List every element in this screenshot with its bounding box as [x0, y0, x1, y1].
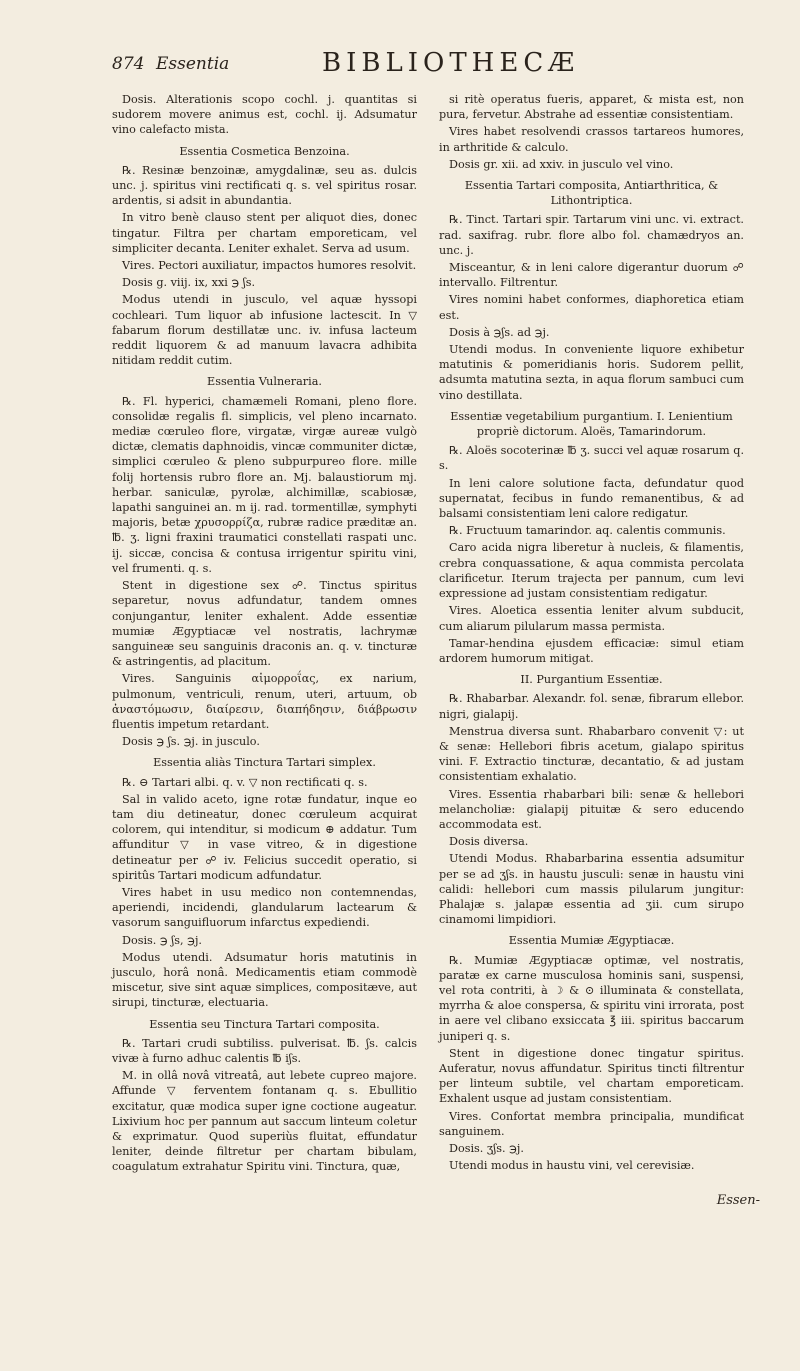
running-head: Essentia	[156, 54, 230, 74]
paragraph: Vires. Pectori auxiliatur, impactos humores resolvit.	[122, 259, 417, 273]
paragraph: Dosis diversa.	[449, 835, 529, 849]
catchword: Essen-	[716, 1192, 760, 1208]
paragraph: Modus utendi in jusculo, vel aquæ hyssopi cochleari. Tum liquor ab infusione lactescit. In ▽ fabarum florum destillatæ unc. iv. infusa lacteum reddit liquorem & ad manuum lavacra adhibita nitidam reddit cutim.	[112, 293, 417, 368]
paragraph: ℞. Tinct. Tartari spir. Tartarum vini unc. vi. extract. rad. saxifrag. rubr. flore albo fol. chamædryos an. unc. j.	[439, 213, 744, 257]
paragraph: Modus utendi. Adsumatur horis matutinis in jusculo, horâ nonâ. Medicamentis etiam commodè miscetur, sive sint aquæ simplices, compositæve, aut sirupi, tincturæ, electuaria.	[112, 950, 417, 1010]
text-columns	[112, 92, 760, 1177]
paragraph: si ritè operatus fueris, apparet, & mista est, non pura, fervetur. Abstrahe ad essentiæ consistentiam.	[439, 93, 744, 122]
paragraph: Dosis. ʒʃs. ℈j.	[449, 1142, 524, 1155]
paragraph: In leni calore solutione facta, defundatur quod supernatat, fecibus in fundo remanentibus, & ad balsami consistentiam leni calore redigatur.	[439, 476, 744, 521]
paragraph: In vitro benè clauso stent per aliquot dies, donec tingatur. Filtra per chartam emporeticam, vel simpliciter decanta. Leniter exhalet. Serva ad usum.	[112, 211, 417, 255]
section-heading: Essentia Tartari composita, Antiarthritica, & Lithontriptica.	[464, 179, 719, 208]
paragraph: Utendi modus. In conveniente liquore exhibetur matutinis & pomeridianis horis. Sudorem pellit, adsumta matutina sezta, in aqua florum sambuci cum vino destillata.	[439, 343, 744, 402]
paragraph: Dosis ℈ ʃs. ℈j. in jusculo.	[122, 735, 260, 749]
page-number: 874	[112, 54, 145, 74]
paragraph: Misceantur, & in leni calore digerantur duorum ☍ intervallo. Filtrentur.	[439, 261, 744, 290]
paragraph: Stent in digestione donec tingatur spiritus. Auferatur, novus affundatur. Spiritus tincti filtrentur per linteum subtile, vel chartam emporeticam. Exhalent usque ad justam consistentiam.	[439, 1046, 744, 1106]
paragraph: Tamar-hendina ejusdem efficaciæ: simul etiam ardorem humorum mitigat.	[439, 636, 744, 665]
paragraph: ℞. Mumiæ Ægyptiacæ optimæ, vel nostratis, paratæ ex carne musculosa hominis sani, suspensi, vel rota contriti, à ☽ & ⊙ illuminata & constellata, myrrha & aloe conspersa, & spiritu vini irrorata, post in aere vel clibano exsiccata ℥ iii. spiritus baccarum juniperi q. s.	[439, 953, 744, 1043]
left-column	[112, 92, 417, 1177]
paragraph: Dosis. Alterationis scopo cochl. j. quantitas si sudorem movere animus est, cochl. ij. Adsumatur vino calefacto mista.	[112, 93, 417, 137]
paragraph: Utendi modus in haustu vini, vel cerevisiæ.	[449, 1159, 695, 1173]
paragraph: Vires. Confortat membra principalia, mundificat sanguinem.	[439, 1109, 744, 1138]
right-column	[439, 92, 744, 1177]
section-heading: Essentiæ vegetabilium purgantium. I. Lenientium propriè dictorum. Aloës, Tamarindorum.	[450, 409, 733, 439]
page-title: BIBLIOTHECÆ	[322, 48, 580, 78]
paragraph: ℞. Tartari crudi subtiliss. pulverisat. ℔. ʃs. calcis vivæ à furno adhuc calentis ℔ iʃs.	[112, 1036, 417, 1065]
paragraph: Vires. Essentia rhabarbari bili: senæ & hellebori melancholiæ: gialapij pituitæ & sero educendo accommodata est.	[439, 787, 744, 831]
paragraph: M. in ollâ novâ vitreatâ, aut lebete cupreo majore. Affunde ▽ ferventem fontanam q. s. Ebullitio excitatur, quæ modica super igne coctione augeatur. Lixivium hoc per pannum aut saccum linteum coletur & exprimatur. Quod superiùs fluitat, effundatur leniter, deinde filtretur per chartam bibulam, coagulatum extrahatur Spiritu vini. Tinctura, quæ,	[112, 1069, 417, 1174]
paragraph: Vires habet resolvendi crassos tartareos humores, in arthritide & calculo.	[439, 125, 744, 154]
section-heading: II. Purgantium Essentiæ.	[520, 673, 663, 687]
paragraph: ℞. Aloës socoterinæ ℔ ʒ. succi vel aquæ rosarum q. s.	[439, 444, 744, 473]
paragraph: Vires nomini habet conformes, diaphoretica etiam est.	[439, 293, 744, 322]
paragraph: Vires. Sanguinis αἱμορροΐας, ex narium, pulmonum, ventriculi, renum, uteri, artuum, ob ἀναστόμωσιν, διαίρεσιν, διαπήδησιν, διάβρωσιν fluentis impetum retardant.	[112, 672, 417, 731]
paragraph: Utendi Modus. Rhabarbarina essentia adsumitur per se ad ʒʃs. in haustu jusculi: senæ in haustu vini calidi: hellebori cum massis pilularum jungitur: Phalajæ s. jalapæ essentia ad ʒii. cum sirupo cinamomi limpidiori.	[439, 852, 744, 927]
paragraph: Vires habet in usu medico non contemnendas, aperiendi, incidendi, glandularum lactearum & vasorum sanguifluorum infarctus expediendi.	[112, 885, 417, 930]
section-heading: Essentia Vulneraria.	[207, 375, 322, 389]
paragraph: Dosis gr. xii. ad xxiv. in jusculo vel vino.	[449, 157, 674, 171]
section-heading: Essentia Cosmetica Benzoina.	[179, 144, 350, 158]
paragraph: Dosis g. viij. ix, xxi ℈ ʃs.	[122, 276, 256, 290]
page-header	[112, 48, 760, 84]
section-heading: Essentia aliàs Tinctura Tartari simplex.	[153, 756, 376, 770]
paragraph: Caro acida nigra liberetur à nucleis, & filamentis, crebra conquassatione, & aqua commista percolata clarificetur. Iterum trajecta per pannum, cum levi expressione ad justam consistentiam redigatur.	[439, 541, 744, 601]
paragraph: ℞. Rhabarbar. Alexandr. fol. senæ, fibrarum ellebor. nigri, gialapij.	[439, 692, 744, 721]
paragraph: Vires. Aloetica essentia leniter alvum subducit, cum aliarum pilularum massa permista.	[439, 604, 744, 633]
paragraph: ℞. Fl. hyperici, chamæmeli Romani, pleno flore. consolidæ regalis fl. simplicis, vel pleno incarnato. mediæ cœruleo flore, virgatæ, virgæ aureæ vulgò dictæ, clematis daphnoidis, vincæ communiter dictæ, simplici cœruleo & pleno subpurpureo flore. mille folij hortensis rubro flore an. Mj. balaustiorum mj. herbar. saniculæ, pyrolæ, alchimillæ, scabiosæ, lapathi sanguinei an. m ij. rad. tormentillæ, symphyti majoris, betæ χρυσορρίζα, rubræ radice præditæ an. ℔. ʒ. ligni fraxini traumatici constellati raspati unc. ij. siccæ, concisa & contusa irrigentur spiritu vini, vel frumenti. q. s.	[112, 394, 417, 575]
section-heading: Essentia Mumiæ Ægyptiacæ.	[508, 934, 675, 948]
section-heading: Essentia seu Tinctura Tartari composita.	[149, 1017, 380, 1031]
paragraph: Sal in valido aceto, igne rotæ fundatur, inque eo tam diu detineatur, donec cœruleum acquirat colorem, qui intenditur, si modicum ⊕ addatur. Tum affunditur ▽ in vase vitreo, & in digestione detineatur per ☍ iv. Felicius succedit operatio, si spiritûs Tartari modicum adfundatur.	[112, 792, 417, 882]
paragraph: ℞. ⊖ Tartari albi. q. v. ▽ non rectificati q. s.	[122, 775, 368, 789]
paragraph: Menstrua diversa sunt. Rhabarbaro convenit ▽: ut & senæ: Hellebori fibris acetum, gialapo spiritus vini. F. Extractio tincturæ, decantatio, & ad justam consistentiam exhalatio.	[439, 724, 744, 784]
paragraph: Stent in digestione sex ☍. Tinctus spiritus separetur, novus adfundatur, tandem omnes conjungantur, leniter exhalent. Adde essentiæ mumiæ Ægyptiacæ vel nostratis, lachrymæ sanguineæ seu sanguinis draconis an. q. v. tincturæ & astringentis, ad placitum.	[112, 579, 417, 669]
paragraph: Dosis. ℈ ʃs, ℈j.	[122, 933, 202, 947]
paragraph: ℞. Resinæ benzoinæ, amygdalinæ, seu as. dulcis unc. j. spiritus vini rectificati q. s. vel spiritus rosar. ardentis, si adsit in abundantia.	[112, 163, 417, 208]
paragraph: Dosis à ℈ʃs. ad ℈j.	[449, 325, 550, 339]
paragraph: ℞. Fructuum tamarindor. aq. calentis communis.	[449, 524, 726, 538]
